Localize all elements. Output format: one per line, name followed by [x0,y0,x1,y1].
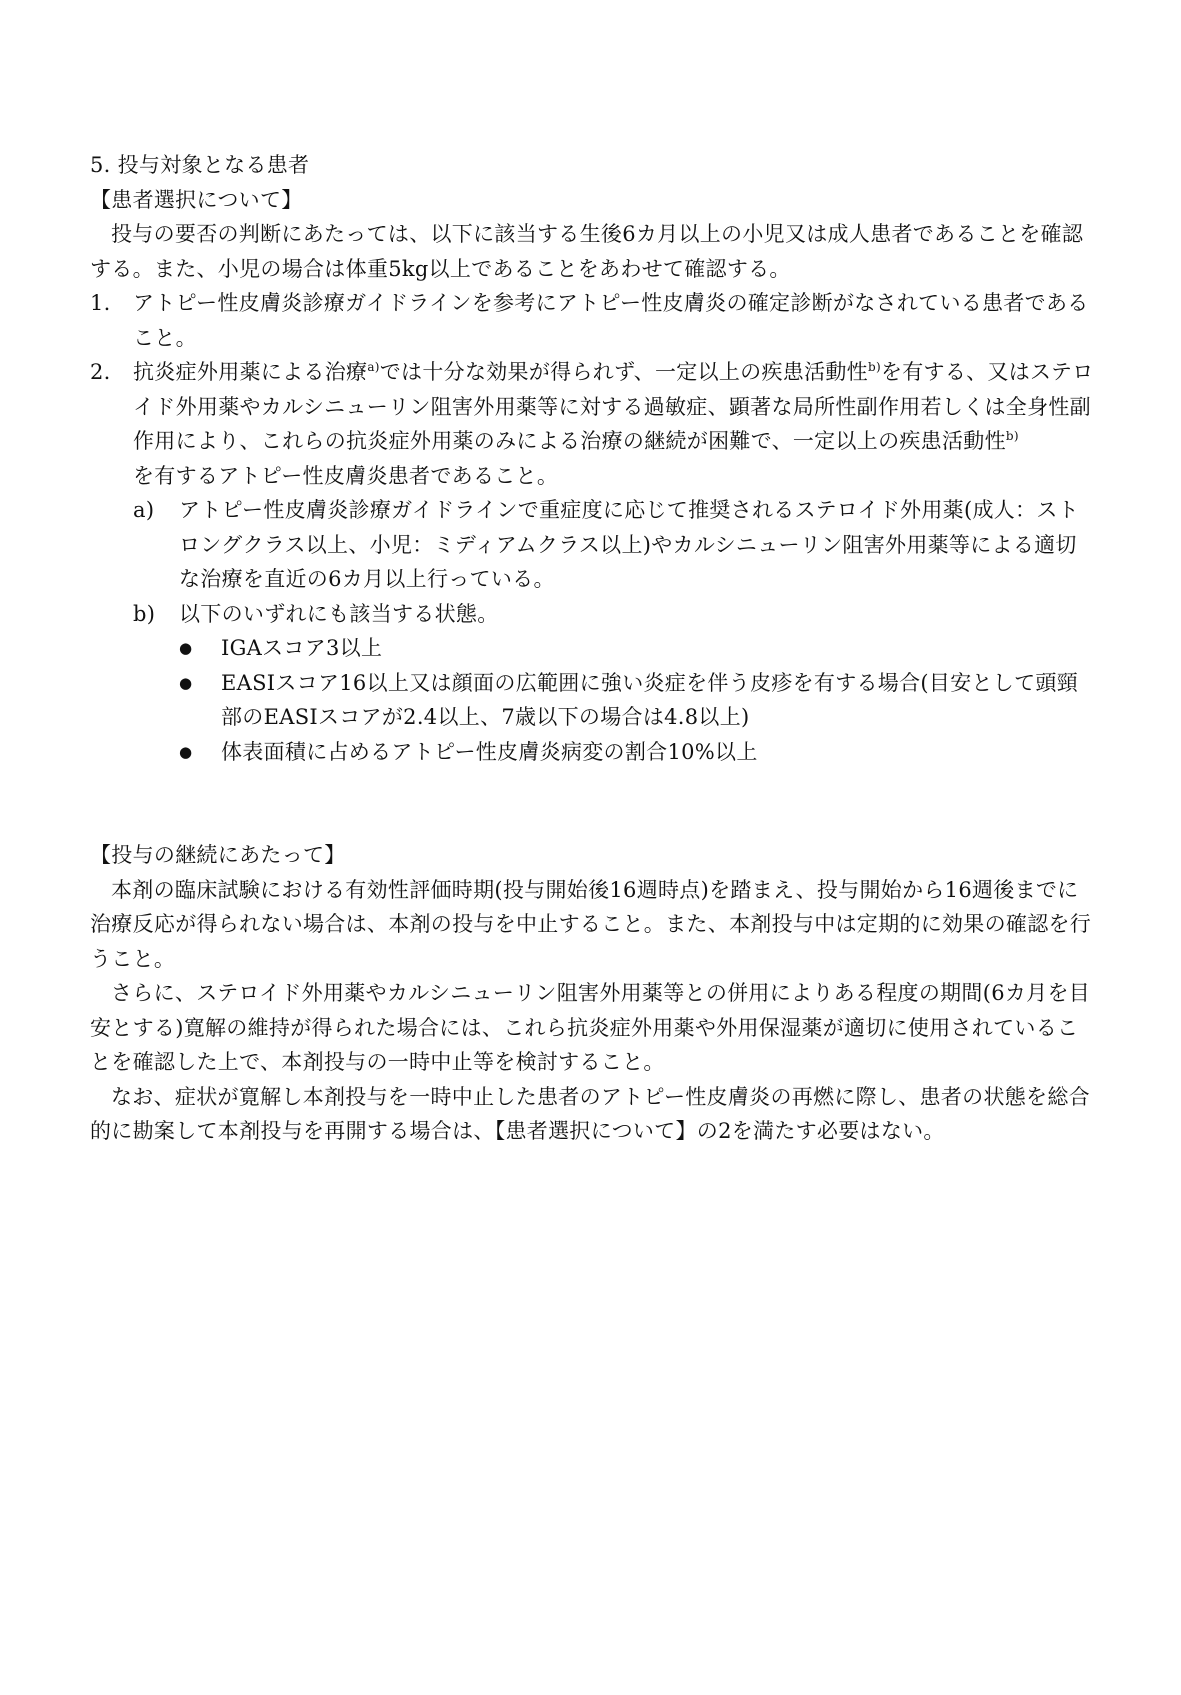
subitem-text: アトピー性皮膚炎診療ガイドラインで重症度に応じて推奨されるステロイド外用薬(成人：ストロングクラス以上、小児：ミディアムクラス以上)やカルシニューリン阻害外用薬等による適切な治療を直近の6カ月以上行っている。 [179,498,1079,591]
criteria-item-text [133,355,1096,493]
bullet-icon: ● [179,639,193,657]
patient-selection-heading: 【患者選択について】 [90,187,303,212]
subitem-b-bullets [179,631,1096,769]
continuation-paragraph: さらに、ステロイド外用薬やカルシニューリン阻害外用薬等との併用によりある程度の期間(6カ月を目安とする)寛解の維持が得られた場合には、これら抗炎症外用薬や外用保湿薬が適切に使用されていることを確認した上で、本剤投与の一時中止等を検討すること。 [90,981,1091,1074]
list-item [179,631,1096,666]
footnote-ref-b: b) [1005,429,1019,443]
continuation-paragraph: なお、症状が寛解し本剤投与を一時中止した患者のアトピー性皮膚炎の再燃に際し、患者の状態を総合的に勘案して本剤投与を再開する場合は、【患者選択について】の2を満たす必要はない。 [90,1084,1090,1143]
criteria-item-number: 1. [90,291,111,315]
footnote-ref-b: b) [867,360,881,374]
bullet-text: IGAスコア3以上 [221,636,383,660]
footnote-ref-a: a) [367,360,380,374]
subitem-label: b) [133,601,156,626]
patient-selection-intro: 投与の要否の判断にあたっては、以下に該当する生後6カ月以上の小児又は成人患者であることを確認する。また、小児の場合は体重5kg以上であることをあわせて確認する。 [90,222,1084,281]
criteria-item-text: アトピー性皮膚炎診療ガイドラインを参考にアトピー性皮膚炎の確定診断がなされている患者であること。 [133,291,1089,350]
criteria-text-part: を有する、又はステロイド外用薬やカルシニューリン阻害外用薬等に対する過敏症、顕著な局所性副作用若しくは全身性副作用により、これらの抗炎症外用薬のみによる治療の継続が困難で、一定以上の疾患活動性 [133,360,1094,453]
subitem-label: a) [133,498,155,522]
criteria-item-2 [90,355,1096,493]
document-page [90,148,1096,1149]
criteria-item-number: 2. [90,360,111,384]
criteria-item-1 [90,286,1096,355]
continuation-paragraph: 本剤の臨床試験における有効性評価時期(投与開始後16週時点)を踏まえ、投与開始から16週後までに治療反応が得られない場合は、本剤の投与を中止すること。また、本剤投与中は定期的に効果の確認を行うこと。 [90,877,1092,971]
subitem-text: 以下のいずれにも該当する状態。 [179,601,499,626]
list-item [179,666,1096,735]
bullet-text: 体表面積に占めるアトピー性皮膚炎病変の割合10%以上 [221,739,758,764]
bullet-text: EASIスコア16以上又は顔面の広範囲に強い炎症を伴う皮疹を有する場合(目安として頭頸部のEASIスコアが2.4以上、7歳以下の場合は4.8以上) [221,670,1078,729]
list-item [179,735,1096,770]
continuation-heading: 【投与の継続にあたって】 [90,843,346,867]
criteria-subitems [133,493,1096,769]
section-title: 5. 投与対象となる患者 [90,153,310,177]
bullet-icon: ● [179,673,193,692]
section-gap [90,769,1096,838]
subitem-b [133,597,1096,632]
criteria-text-part: では十分な効果が得られず、一定以上の疾患活動性 [379,360,868,384]
criteria-text-part: 抗炎症外用薬による治療 [133,360,368,384]
bullet-icon: ● [179,742,193,761]
subitem-a [133,493,1096,597]
criteria-text-part: を有するアトピー性皮膚炎患者であること。 [133,463,559,488]
